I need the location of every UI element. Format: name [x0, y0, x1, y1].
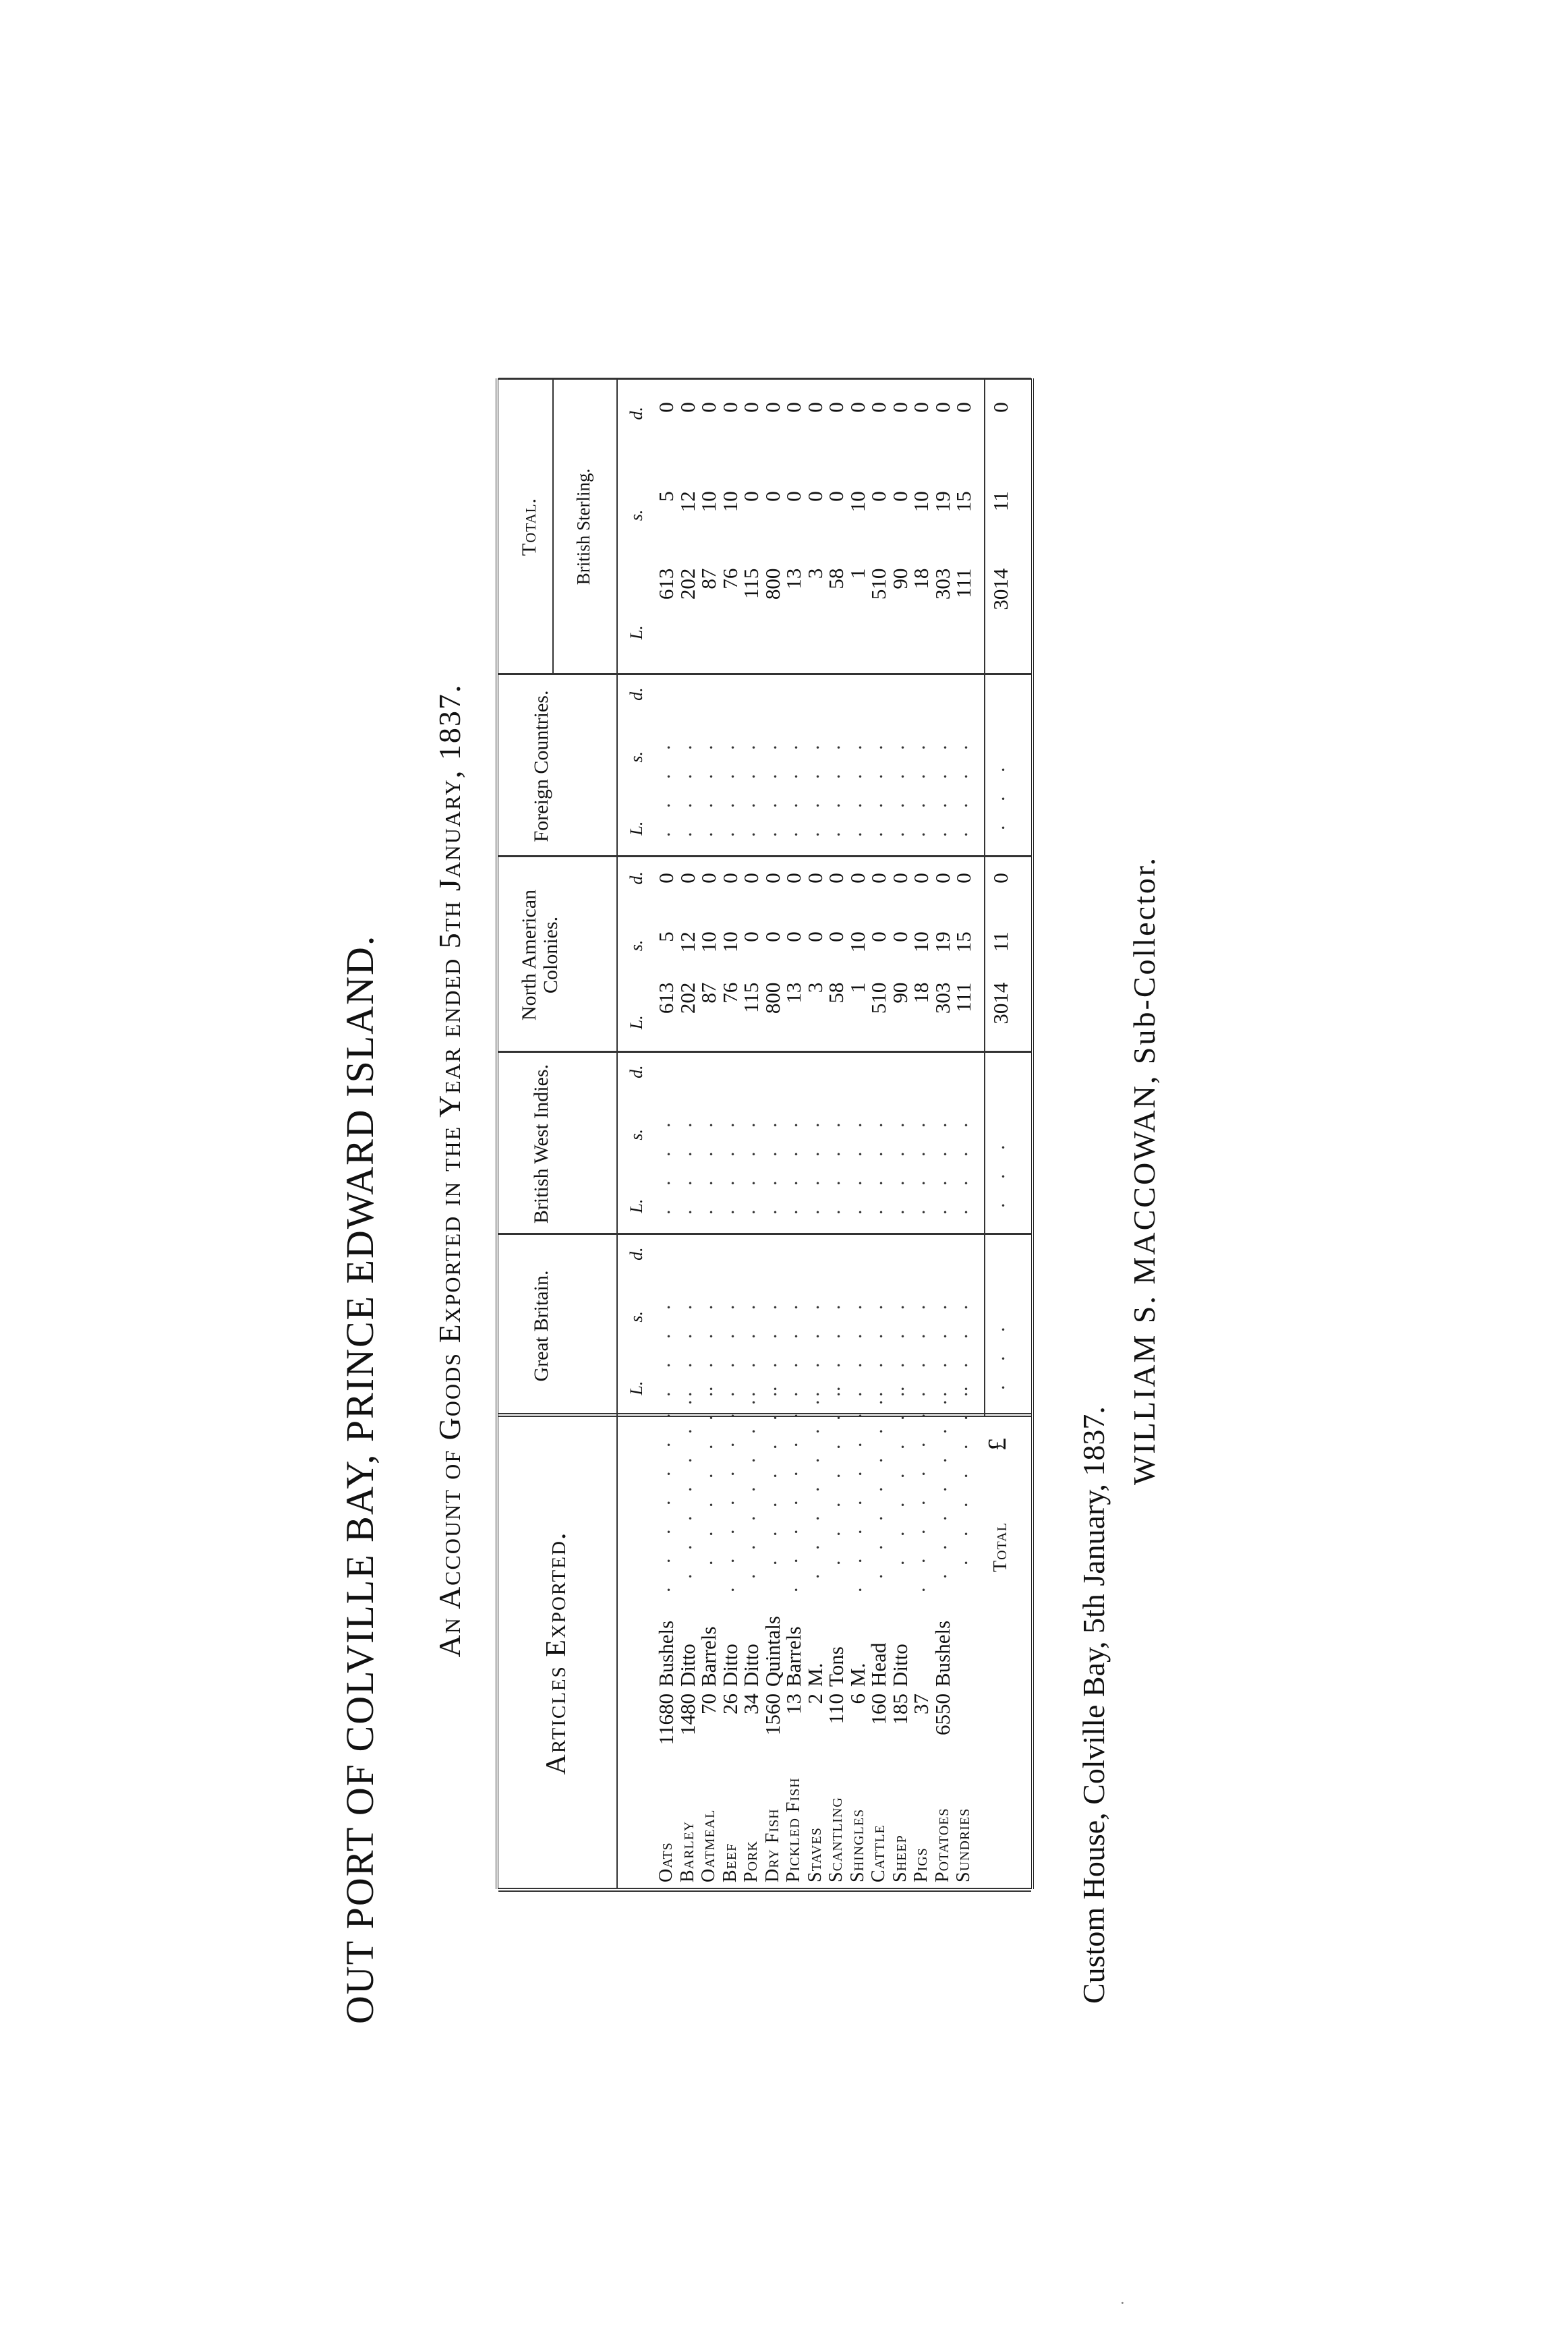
leader-dots: . . . . . . .: [801, 1390, 823, 1579]
article-unit: Bushels: [654, 1620, 678, 1687]
article-name: Pickled Fish: [783, 1777, 804, 1882]
header-col-4: Foreign Countries.: [530, 690, 552, 842]
value-s: 10: [718, 491, 742, 513]
table-left-border: [498, 1888, 1031, 1892]
total-d: 0: [989, 873, 1012, 884]
unit-l: L.: [627, 1198, 646, 1213]
value-s: 5: [654, 491, 678, 502]
value-l: 87: [697, 982, 720, 1004]
value-l: 800: [760, 982, 784, 1014]
article-quantity: 37: [909, 1694, 933, 1714]
value-l: 202: [675, 568, 699, 600]
total-l: 3014: [989, 568, 1012, 610]
value-l: 90: [888, 982, 912, 1004]
empty-cell-dots: . . . .: [737, 735, 759, 837]
article-quantity: 6550: [930, 1694, 954, 1735]
article-name: Oats: [656, 1842, 676, 1882]
leader-dots: . . . . . . .: [695, 1377, 717, 1565]
header-divider: [616, 378, 618, 1889]
unit-d: d.: [627, 687, 646, 701]
empty-cell-dots: . . . .: [673, 1295, 696, 1397]
empty-cell-dots: . . . .: [758, 1295, 781, 1397]
value-l: 87: [697, 568, 720, 589]
value-d: 0: [760, 873, 784, 884]
value-s: 0: [803, 931, 827, 942]
total-d: 0: [989, 402, 1012, 413]
column-divider: [498, 1233, 1031, 1235]
empty-cell-dots: . . . .: [695, 1113, 717, 1215]
value-s: 10: [845, 931, 869, 953]
empty-cell-dots: . . . .: [822, 735, 844, 837]
currency-symbol: £: [983, 1438, 1012, 1451]
total-subheader-divider: [552, 378, 554, 675]
value-l: 90: [888, 568, 912, 589]
empty-cell-dots: . . . .: [843, 735, 866, 837]
value-d: 0: [888, 402, 912, 413]
article-quantity: 6: [845, 1694, 869, 1704]
value-s: 10: [845, 491, 869, 513]
empty-cell-dots: . . . .: [928, 1113, 951, 1215]
value-d: 0: [675, 402, 699, 413]
leader-dots: . . . . . . .: [822, 1377, 844, 1565]
empty-cell-dots: . . . .: [780, 1295, 802, 1397]
empty-cell-dots: . . . .: [801, 735, 823, 837]
value-d: 0: [824, 402, 848, 413]
value-s: 12: [675, 491, 699, 513]
value-l: 115: [739, 568, 763, 599]
article-quantity: 70: [697, 1694, 720, 1714]
empty-cell-dots: . . . .: [885, 1113, 908, 1215]
total-s: 11: [989, 931, 1012, 952]
leader-dots: . . . . . . .: [865, 1390, 887, 1579]
article-quantity: 160: [867, 1694, 890, 1725]
value-l: 1: [845, 982, 869, 993]
signatory-title: Sub-Collector.: [1127, 856, 1161, 1065]
leader-dots: . . . . . . .: [716, 1404, 738, 1592]
header-col-5-sub: British Sterling.: [573, 468, 593, 585]
value-s: 0: [760, 491, 784, 502]
leader-dots: . . . . . . .: [737, 1390, 759, 1579]
unit-d: d.: [627, 407, 646, 420]
value-l: 76: [718, 982, 742, 1004]
value-l: 510: [867, 982, 890, 1014]
article-name: Dry Fish: [761, 1808, 783, 1882]
value-l: 3: [803, 982, 827, 993]
article-name: Pork: [741, 1841, 761, 1882]
value-l: 13: [782, 982, 805, 1004]
empty-cell-dots: . . . .: [843, 1113, 866, 1215]
empty-cell-dots: . . . .: [950, 1295, 972, 1397]
place-and-date: Custom House, Colville Bay, 5th January, 1837.: [1076, 1406, 1111, 2004]
value-l: 111: [952, 982, 975, 1012]
value-s: 10: [909, 491, 933, 513]
article-name: Staves: [804, 1827, 825, 1882]
value-d: 0: [739, 402, 763, 413]
empty-cell-dots: . . . .: [950, 735, 972, 837]
value-l: 800: [760, 568, 784, 600]
empty-cell-dots: . . . .: [652, 735, 674, 837]
value-d: 0: [888, 873, 912, 884]
article-unit: Barrels: [697, 1626, 720, 1687]
value-s: 0: [739, 491, 763, 502]
unit-s: s.: [627, 940, 646, 952]
value-s: 10: [697, 491, 720, 513]
value-l: 202: [675, 982, 699, 1014]
article-unit: Ditto: [675, 1644, 699, 1687]
empty-cell-dots: . . . .: [737, 1113, 759, 1215]
value-l: 58: [824, 982, 848, 1004]
article-name: Potatoes: [931, 1808, 953, 1882]
total-label: Total: [990, 1522, 1011, 1572]
article-name: Barley: [676, 1820, 698, 1882]
header-col-2: British West Indies.: [530, 1064, 552, 1224]
value-l: 18: [909, 568, 933, 589]
unit-d: d.: [627, 1247, 646, 1261]
value-d: 0: [675, 873, 699, 884]
value-d: 0: [760, 402, 784, 413]
value-s: 15: [952, 491, 975, 513]
empty-cell-dots: . . . .: [780, 735, 802, 837]
value-s: 19: [930, 491, 954, 513]
value-l: 613: [654, 568, 678, 600]
value-s: 0: [760, 931, 784, 942]
column-divider: [498, 855, 1031, 857]
value-d: 0: [739, 873, 763, 884]
value-d: 0: [845, 873, 869, 884]
article-unit: M.: [803, 1663, 827, 1687]
empty-cell-dots: . . . .: [652, 1113, 674, 1215]
total-empty-dots: . . .: [987, 757, 1009, 830]
article-quantity: 13: [782, 1694, 805, 1714]
value-s: 0: [888, 931, 912, 942]
value-d: 0: [867, 402, 890, 413]
header-col-5: Total.: [518, 497, 540, 556]
unit-l: L.: [627, 625, 646, 640]
empty-cell-dots: . . . .: [907, 1113, 929, 1215]
value-d: 0: [952, 402, 975, 413]
value-d: 0: [718, 402, 742, 413]
value-d: 0: [782, 402, 805, 413]
value-s: 0: [824, 931, 848, 942]
unit-d: d.: [627, 871, 646, 885]
value-d: 0: [867, 873, 890, 884]
article-unit: Bushels: [930, 1620, 954, 1687]
article-name: Oatmeal: [698, 1809, 719, 1882]
column-divider: [498, 1051, 1031, 1053]
empty-cell-dots: . . . .: [758, 735, 781, 837]
value-d: 0: [654, 402, 678, 413]
value-d: 0: [803, 873, 827, 884]
leader-dots: . . . . . . .: [780, 1404, 802, 1592]
value-d: 0: [909, 873, 933, 884]
leader-dots: . . . . . . .: [928, 1390, 951, 1579]
empty-cell-dots: . . . .: [801, 1113, 823, 1215]
value-l: 510: [867, 568, 890, 600]
signature-line: [1126, 0, 1162, 2341]
header-articles: Articles Exported.: [541, 1531, 572, 1775]
empty-cell-dots: . . . .: [885, 1295, 908, 1397]
total-s: 11: [989, 491, 1012, 512]
exports-table: [496, 378, 1034, 1889]
value-l: 18: [909, 982, 933, 1004]
empty-cell-dots: . . . .: [695, 1295, 717, 1397]
article-unit: Ditto: [888, 1644, 912, 1687]
value-s: 0: [867, 931, 890, 942]
value-s: 0: [803, 491, 827, 502]
article-name: Sheep: [889, 1834, 910, 1882]
empty-cell-dots: . . . .: [801, 1295, 823, 1397]
value-s: 0: [782, 491, 805, 502]
leader-dots: . . . . . . .: [950, 1377, 972, 1565]
value-l: 58: [824, 568, 848, 589]
value-d: 0: [782, 873, 805, 884]
article-name: Sundries: [953, 1808, 974, 1882]
empty-cell-dots: . . . .: [865, 1113, 887, 1215]
value-d: 0: [697, 402, 720, 413]
empty-cell-dots: . . . .: [652, 1295, 674, 1397]
unit-l: L.: [627, 1015, 646, 1030]
leader-dots: . . . . . . .: [652, 1404, 674, 1592]
page-title: OUT PORT OF COLVILLE BAY, PRINCE EDWARD ISLAND.: [338, 934, 382, 2024]
value-l: 613: [654, 982, 678, 1014]
unit-l: L.: [627, 1381, 646, 1395]
article-unit: Barrels: [782, 1626, 805, 1687]
value-d: 0: [824, 873, 848, 884]
value-l: 303: [930, 982, 954, 1014]
empty-cell-dots: . . . .: [716, 1295, 738, 1397]
article-name: Beef: [719, 1843, 741, 1882]
unit-s: s.: [627, 1128, 646, 1140]
article-unit: Quintals: [760, 1615, 784, 1687]
value-l: 115: [739, 982, 763, 1013]
value-l: 76: [718, 568, 742, 589]
value-s: 12: [675, 931, 699, 953]
empty-cell-dots: . . . .: [822, 1113, 844, 1215]
empty-cell-dots: . . . .: [673, 735, 696, 837]
article-name: Scantling: [825, 1797, 846, 1882]
empty-cell-dots: . . . .: [843, 1295, 866, 1397]
total-l: 3014: [989, 982, 1012, 1024]
unit-s: s.: [627, 1310, 646, 1323]
empty-cell-dots: . . . .: [780, 1113, 802, 1215]
value-d: 0: [718, 873, 742, 884]
margin-mark: ·: [1120, 2293, 1126, 2313]
empty-cell-dots: . . . .: [907, 735, 929, 837]
empty-cell-dots: . . . .: [737, 1295, 759, 1397]
signatory-name: WILLIAM S. MACCOWAN,: [1127, 1074, 1161, 1485]
header-col-1: Great Britain.: [530, 1270, 552, 1382]
value-l: 111: [952, 568, 975, 598]
empty-cell-dots: . . . .: [885, 735, 908, 837]
article-quantity: 26: [718, 1694, 742, 1714]
unit-s: s.: [627, 509, 646, 521]
article-unit: Ditto: [739, 1644, 763, 1687]
value-s: 0: [782, 931, 805, 942]
empty-cell-dots: . . . .: [865, 735, 887, 837]
article-quantity: 185: [888, 1694, 912, 1725]
empty-cell-dots: . . . .: [865, 1295, 887, 1397]
total-empty-dots: . . .: [987, 1317, 1009, 1390]
leader-dots: . . . . . . .: [758, 1377, 781, 1565]
empty-cell-dots: . . . .: [716, 1113, 738, 1215]
article-unit: M.: [845, 1663, 869, 1687]
empty-cell-dots: . . . .: [928, 735, 951, 837]
value-s: 19: [930, 931, 954, 953]
total-divider: [984, 378, 985, 1417]
article-unit: Ditto: [718, 1644, 742, 1687]
value-l: 1: [845, 568, 869, 579]
value-s: 10: [718, 931, 742, 953]
value-s: 10: [909, 931, 933, 953]
empty-cell-dots: . . . .: [928, 1295, 951, 1397]
value-d: 0: [930, 873, 954, 884]
value-l: 303: [930, 568, 954, 600]
empty-cell-dots: . . . .: [673, 1113, 696, 1215]
header-col-3: North American Colonies.: [518, 889, 562, 1021]
article-quantity: 1560: [760, 1694, 784, 1735]
leader-dots: . . . . . . .: [885, 1377, 908, 1565]
article-quantity: 34: [739, 1694, 763, 1714]
value-d: 0: [909, 402, 933, 413]
empty-cell-dots: . . . .: [695, 735, 717, 837]
article-quantity: 11680: [654, 1694, 678, 1745]
leader-dots: . . . . . . .: [907, 1404, 929, 1592]
value-s: 5: [654, 931, 678, 942]
value-s: 0: [824, 491, 848, 502]
value-d: 0: [845, 402, 869, 413]
empty-cell-dots: . . . .: [758, 1113, 781, 1215]
leader-dots: . . . . . . .: [843, 1404, 866, 1592]
value-d: 0: [654, 873, 678, 884]
article-quantity: 1480: [675, 1694, 699, 1735]
unit-d: d.: [627, 1065, 646, 1078]
article-name: Shingles: [846, 1808, 868, 1882]
value-s: 0: [888, 491, 912, 502]
empty-cell-dots: . . . .: [716, 735, 738, 837]
value-d: 0: [697, 873, 720, 884]
empty-cell-dots: . . . .: [822, 1295, 844, 1397]
total-empty-dots: . . .: [987, 1135, 1009, 1208]
page-subtitle: An Account of Goods Exported in the Year ended 5th January, 1837.: [432, 683, 467, 1658]
article-quantity: 2: [803, 1694, 827, 1704]
article-unit: Head: [867, 1642, 890, 1687]
value-d: 0: [803, 402, 827, 413]
value-s: 0: [867, 491, 890, 502]
article-quantity: 110: [824, 1694, 848, 1725]
unit-s: s.: [627, 751, 646, 763]
leader-dots: . . . . . . .: [673, 1390, 696, 1579]
empty-cell-dots: . . . .: [950, 1113, 972, 1215]
value-l: 13: [782, 568, 805, 589]
value-s: 0: [739, 931, 763, 942]
article-name: Cattle: [868, 1824, 889, 1882]
article-name: Pigs: [910, 1847, 931, 1882]
value-l: 3: [803, 568, 827, 579]
unit-l: L.: [627, 821, 646, 836]
value-s: 15: [952, 931, 975, 953]
value-d: 0: [952, 873, 975, 884]
empty-cell-dots: . . . .: [907, 1295, 929, 1397]
value-s: 10: [697, 931, 720, 953]
article-unit: Tons: [824, 1646, 848, 1687]
value-d: 0: [930, 402, 954, 413]
